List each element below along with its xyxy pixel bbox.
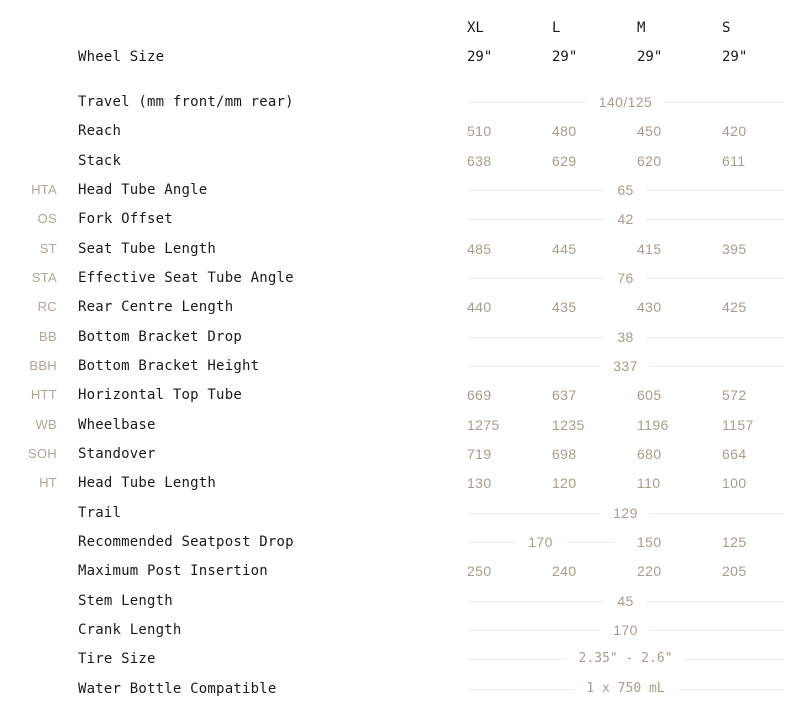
divider-line (684, 659, 784, 660)
row-label: Wheel Size (78, 49, 165, 65)
row-travel (0, 91, 800, 113)
divider-line (467, 278, 605, 279)
row-seat-tube-length (0, 238, 800, 260)
row-reach (0, 120, 800, 142)
row-label: Travel (mm front/mm rear) (78, 94, 294, 110)
row-abbreviation: HTT (30, 387, 57, 402)
value-l: 480 (552, 123, 577, 139)
value-s: 29" (722, 49, 748, 65)
row-abbreviation: OS (37, 211, 57, 226)
size-header-row (0, 17, 800, 39)
value-all-sizes (467, 179, 784, 201)
value-all-sizes (467, 502, 784, 524)
shared-value: 42 (617, 211, 634, 227)
shared-value: 38 (617, 329, 634, 345)
row-stack (0, 150, 800, 172)
row-label: Standover (78, 446, 156, 462)
value-all-sizes (467, 355, 784, 377)
value-l: 445 (552, 241, 577, 257)
value-xl: 130 (467, 475, 492, 491)
value-s: 572 (722, 387, 747, 403)
row-label: Effective Seat Tube Angle (78, 270, 294, 286)
value-l: 1235 (552, 417, 585, 433)
value-m: 29" (637, 49, 663, 65)
divider-line (467, 219, 605, 220)
value-all-sizes (467, 208, 784, 230)
value-all-sizes (467, 678, 784, 700)
divider-line (650, 630, 784, 631)
value-xl: 510 (467, 123, 492, 139)
row-abbreviation: ST (39, 241, 57, 256)
divider-line (565, 542, 614, 543)
value-xl: 485 (467, 241, 492, 257)
value-m: 220 (637, 563, 662, 579)
divider-line (646, 190, 784, 191)
value-xl: 440 (467, 299, 492, 315)
row-label: Horizontal Top Tube (78, 387, 242, 403)
row-label: Stem Length (78, 593, 173, 609)
value-xl: 250 (467, 563, 492, 579)
row-trail (0, 502, 800, 524)
value-s: 664 (722, 446, 747, 462)
value-s: 100 (722, 475, 747, 491)
value-l: 435 (552, 299, 577, 315)
row-abbreviation: RC (37, 299, 57, 314)
size-header-xl: XL (467, 20, 484, 36)
row-label: Trail (78, 505, 122, 521)
value-all-sizes (467, 619, 784, 641)
row-fork-offset (0, 208, 800, 230)
value-s: 425 (722, 299, 747, 315)
shared-value: 337 (613, 358, 638, 374)
divider-line (467, 190, 605, 191)
row-label: Tire Size (78, 651, 156, 667)
row-bottom-bracket-drop (0, 326, 800, 348)
value-m: 680 (637, 446, 662, 462)
row-label: Reach (78, 123, 122, 139)
row-crank-length (0, 619, 800, 641)
value-all-sizes (467, 267, 784, 289)
value-all-sizes (467, 648, 784, 670)
value-all-sizes (467, 91, 784, 113)
divider-line (650, 366, 784, 367)
value-l: 637 (552, 387, 577, 403)
divider-line (646, 219, 784, 220)
value-m: 1196 (637, 417, 669, 433)
value-all-sizes (467, 326, 784, 348)
divider-line (467, 337, 605, 338)
value-all-sizes (467, 590, 784, 612)
value-xl-l (467, 531, 614, 553)
row-label: Seat Tube Length (78, 241, 217, 257)
value-s: 611 (722, 153, 746, 169)
divider-line (467, 102, 587, 103)
shared-value: 129 (613, 505, 638, 521)
divider-line (467, 513, 601, 514)
row-stem-length (0, 590, 800, 612)
shared-value: 1 x 750 mL (586, 681, 665, 696)
shared-value: 76 (617, 270, 634, 286)
row-abbreviation: SOH (27, 446, 57, 461)
value-l: 240 (552, 563, 577, 579)
divider-line (467, 689, 574, 690)
value-xl: 719 (467, 446, 492, 462)
divider-line (664, 102, 784, 103)
value-l: 629 (552, 153, 577, 169)
value-m: 450 (637, 123, 662, 139)
row-head-tube-length (0, 472, 800, 494)
row-abbreviation: HT (39, 475, 57, 490)
row-rear-centre-length (0, 296, 800, 318)
shared-value: 170 (613, 622, 638, 638)
value-xl: 1275 (467, 417, 500, 433)
divider-line (650, 513, 784, 514)
row-wheelbase (0, 414, 800, 436)
value-l: 698 (552, 446, 577, 462)
shared-value: 2.35" - 2.6" (578, 651, 673, 666)
value-xl: 638 (467, 153, 492, 169)
row-abbreviation: WB (35, 417, 57, 432)
value-m: 620 (637, 153, 662, 169)
value-s: 420 (722, 123, 747, 139)
row-label: Bottom Bracket Drop (78, 329, 242, 345)
row-head-tube-angle (0, 179, 800, 201)
value-s: 1157 (722, 417, 754, 433)
row-label: Maximum Post Insertion (78, 563, 268, 579)
row-abbreviation: BBH (29, 358, 57, 373)
value-m: 605 (637, 387, 662, 403)
size-header-m: M (637, 20, 646, 36)
row-abbreviation: BB (39, 329, 57, 344)
row-label: Wheelbase (78, 417, 156, 433)
shared-value: 140/125 (598, 94, 653, 110)
row-label: Water Bottle Compatible (78, 681, 277, 697)
divider-line (677, 689, 784, 690)
row-label: Head Tube Angle (78, 182, 208, 198)
row-abbreviation: STA (31, 270, 57, 285)
value-l: 29" (552, 49, 578, 65)
shared-value: 65 (617, 182, 634, 198)
row-horizontal-top-tube (0, 384, 800, 406)
value-xl: 669 (467, 387, 492, 403)
row-label: Stack (78, 153, 122, 169)
value-s: 205 (722, 563, 747, 579)
row-wheel-size (0, 46, 800, 68)
row-label: Recommended Seatpost Drop (78, 534, 294, 550)
row-maximum-post-insertion (0, 560, 800, 582)
divider-line (646, 278, 784, 279)
row-label: Fork Offset (78, 211, 173, 227)
row-bottom-bracket-height (0, 355, 800, 377)
value-m: 430 (637, 299, 662, 315)
row-tire-size (0, 648, 800, 670)
value-s: 395 (722, 241, 747, 257)
row-label: Crank Length (78, 622, 182, 638)
row-recommended-seatpost-drop (0, 531, 800, 553)
size-header-l: L (552, 20, 561, 36)
size-header-s: S (722, 20, 731, 36)
row-label: Bottom Bracket Height (78, 358, 260, 374)
divider-line (467, 542, 516, 543)
value-s: 125 (722, 534, 747, 550)
divider-line (467, 601, 605, 602)
shared-value: 170 (528, 534, 553, 550)
row-water-bottle-compatible (0, 678, 800, 700)
row-abbreviation: HTA (31, 182, 57, 197)
value-m: 415 (637, 241, 662, 257)
row-standover (0, 443, 800, 465)
divider-line (646, 337, 784, 338)
value-l: 120 (552, 475, 577, 491)
value-xl: 29" (467, 49, 493, 65)
divider-line (467, 659, 567, 660)
value-m: 150 (637, 534, 662, 550)
row-label: Rear Centre Length (78, 299, 234, 315)
value-m: 110 (637, 475, 661, 491)
shared-value: 45 (617, 593, 634, 609)
row-effective-seat-tube-angle (0, 267, 800, 289)
row-label: Head Tube Length (78, 475, 217, 491)
divider-line (467, 630, 601, 631)
divider-line (467, 366, 601, 367)
divider-line (646, 601, 784, 602)
